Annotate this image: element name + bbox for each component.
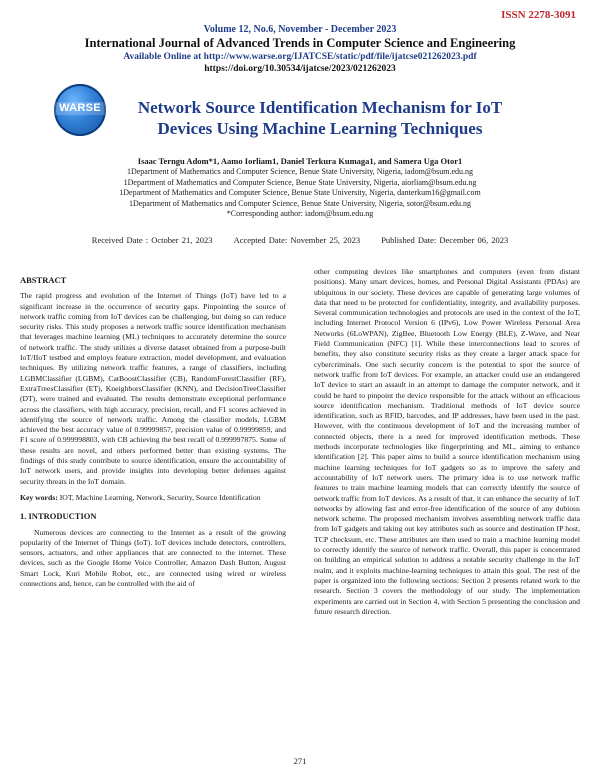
- abstract-heading: ABSTRACT: [20, 275, 67, 285]
- affiliation-line: 1Department of Mathematics and Computer Science, Benue State University, Nigeria, aiorliam@bsum.edu.ng: [123, 177, 477, 187]
- introduction-heading: 1. INTRODUCTION: [20, 511, 97, 522]
- introduction-continued: other computing devices like smartphones and computers (even from distant positions). Many smart devices, homes, and Personal Digital Assistants (PDAs) are ubiquitous in our society. These devices are capable of generating large volumes of data that need to be protected for confidentiality, integrity, and availability purposes. Several communication technologies and protocols are used in the context of the IoT, including Internet Protocol Version 6 (IPv6), Low Power Wireless Personal Area Networks (6LoWPAN), ZigBee, Bluetooth Low Energy (BLE), Z-Wave, and Near Field Communication (NFC) [1]. While these interconnections lead to scores of benefits, they also constitute security risks as they create a larger attack space for cybercriminals. One such security concern is the potential to spot the source of network traffic from IoT devices. For example, an attacker could use an endangered IoT device to start an assault in an attempt to damage the computer network, and it could be hard to pinpoint the device responsible for the attack without an efficacious source identification mechanism. Traditional methods of IoT device source identification, such as RFID, barcodes, and IP addresses, have been used in the past. However, with the continuous development of IoT and the increasing number of connected objects, there is a need for improved identification methods. These methods incorporate technologies like fingerprinting and ML, aiming to enhance identification [2]. This paper aims to build a source identification mechanism using machine learning techniques for IoT gadgets so as to improve the safety and accountability of IoT network users. The primary idea is to use network traffic features to train machine learning models that can correctly identify the source of network traffic from IoT devices. As a result of that, it can enhance the security of IoT networks by allowing fast and error-free identification of the source of any dubious network scheme. The proposed mechanism involves assembling network traffic data from IoT gadgets and taking out key attributes such as source and destination IP host, TCP checksum, etc. These attributes are then used to train a machine learning model to correctly identify the source of network traffic. Overall, this paper is concentrated on building an empirical solution to address a notable security challenge in the IoT realm, and it exploits machine-learning techniques to attain this goal. The rest of the paper is organized into the following sections: Section 2 presents related work to the research. Section 3 covers the methodology of our study. The implementation experiments are carried out in Section 4, with Section 5 presenting the conclusion and future research direction.: [314, 267, 580, 616]
- volume-info: Volume 12, No.6, November - December 2023: [203, 24, 397, 35]
- keywords-label: Key words:: [20, 492, 58, 502]
- affiliations: [0, 167, 600, 220]
- received-date: Received Date : October 21, 2023: [91, 235, 213, 245]
- right-column: [314, 267, 580, 623]
- page-number: 271: [293, 756, 307, 766]
- author-list: Isaac Terngu Adom*1, Aamo Iorliam1, Daniel Terkura Kumaga1, and Samera Uga Otor1: [137, 156, 463, 166]
- keywords: [20, 493, 286, 503]
- abstract-text: The rapid progress and evolution of the Internet of Things (IoT) have led to a significant increase in the occurrence of security gaps. Pinpointing the source of network traffic coming from IoT devices can be challenging, but doing so can reduce security risks. This study proposes a network traffic source identification mechanism that leverages machine learning (ML) techniques to accurately determine the source of network traffic. The study utilizes a diverse dataset obtained from a purpose-built IoT/IIoT testbed and employs feature extraction, model development, and evaluation techniques. By utilizing network traffic features, a range of classifiers, including LGBMClassifier (LGBM), CatBoostClassifier (CB), RandomForestClassifier (RF), ExtraTreesClassifier (ET), KneighborsClassifier (KNN), and DecisionTreeClassifier (DT), were trained and evaluated. The results demonstrate exceptional performance across the classifiers, with high accuracy, precision, recall, and F1 scores achieved in identifying the source of network traffic. Among the classifier models, LGBM achieved the best accuracy value of 0.99999857, precision value of 0.99999859, and F1 score of 0.999998803, with CB achieving the best recall of 0.999997875. Some of these results are novel, and others performed better than existing systems. The findings of this study contribute to source identification, ensure the accountability of IoT network users, and provide insights into developing better defenses against security threats in the IoT domain.: [20, 291, 286, 486]
- warse-logo: [54, 84, 106, 136]
- available-online-link[interactable]: Available Online at http://www.warse.org/IJATCSE/static/pdf/file/ijatcse021262023.pdf: [123, 52, 477, 62]
- paper-title: Network Source Identification Mechanism for IoT Devices Using Machine Learning Techniques: [137, 98, 503, 138]
- keywords-text: IOT, Machine Learning, Network, Security, Source Identification: [59, 492, 261, 502]
- introduction-paragraph: Numerous devices are connecting to the Internet as a result of the growing popularity of the Internet of Things (IoT). IoT devices include detectors, controllers, sensors, actuators, and other appliances that are connected to the internet. These devices, such as the Google Home Voice Controller, Amazon Dash Button, August Smart Lock, Kuri Mobile Robot, etc., are connected using wired or wireless connections and, hence, can be controlled with the aid of: [20, 527, 286, 589]
- affiliation-line: 1Department of Mathematics and Computer Science, Benue State University, Nigeria, iadom@bsum.edu.ng: [126, 167, 474, 176]
- journal-header: [0, 24, 600, 75]
- publication-dates: [0, 235, 600, 246]
- doi-link[interactable]: https://doi.org/10.30534/ijatcse/2023/021262023: [204, 64, 396, 74]
- journal-title: International Journal of Advanced Trends in Computer Science and Engineering: [84, 36, 516, 50]
- published-date: Published Date: December 06, 2023: [381, 235, 509, 245]
- corresponding-author: *Corresponding author: iadom@bsum.edu.ng: [226, 209, 374, 218]
- affiliation-line: 1Department of Mathematics and Computer Science, Benue State University, Nigeria, danterkum16@gmail.com: [119, 188, 481, 197]
- left-column: [20, 267, 286, 595]
- logo-text: WARSE: [59, 102, 101, 114]
- accepted-date: Accepted Date: November 25, 2023: [233, 235, 361, 245]
- affiliation-line: 1Department of Mathematics and Computer Science, Benue State University, Nigeria, sotor@bsum.edu.ng: [128, 198, 472, 208]
- issn-label: ISSN 2278-3091: [501, 9, 576, 21]
